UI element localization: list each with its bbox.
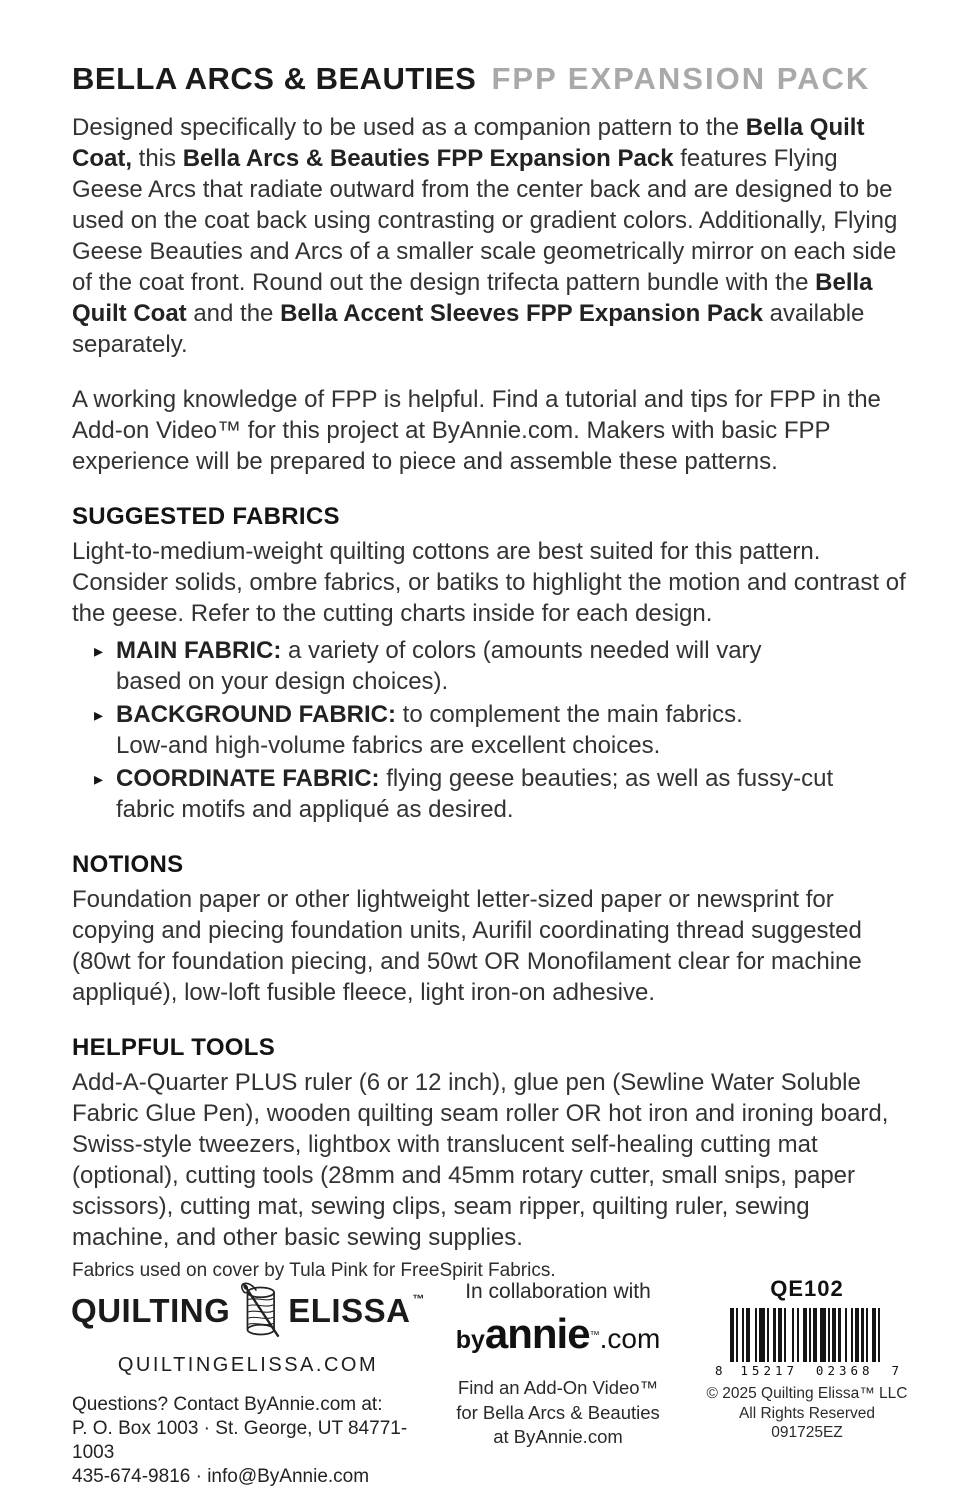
intro-segment-bold: Bella Arcs & Beauties FPP Expansion Pack bbox=[182, 145, 674, 172]
intro-segment: available separately. bbox=[72, 300, 865, 358]
bullet-label: BACKGROUND FABRIC: bbox=[116, 701, 396, 728]
barcode-digit-left: 8 bbox=[715, 1363, 723, 1378]
contact-line-3: 435-674-9816 · info@ByAnnie.com bbox=[72, 1466, 370, 1487]
barcode-digits bbox=[715, 1363, 899, 1378]
helpful-tools-heading: HELPFUL TOOLS bbox=[72, 1034, 276, 1061]
thread-spool-needle-icon bbox=[232, 1280, 286, 1342]
helpful-tools-body: Add-A-Quarter PLUS ruler (6 or 12 inch), glue pen (Sewline Water Soluble Fabric Glue Pen), wooden quilting seam roller OR hot iron and ironing board, Swiss-style tweezers, lightbox with translucent self-healing cutting mat (optional), cutting tools (28mm and 45mm rotary cutter, small snips, paper scissors), cutting mat, sewing clips, seam ripper, quilting ruler, sewing machine, and other basic sewing supplies. bbox=[72, 1069, 889, 1251]
contact-line-2: P. O. Box 1003 · St. George, UT 84771-1003 bbox=[72, 1418, 408, 1463]
intro-segment: this bbox=[132, 145, 183, 172]
barcode-digit-right: 7 bbox=[891, 1363, 899, 1378]
addon-video-line-3: at ByAnnie.com bbox=[493, 1426, 623, 1447]
notions-heading: NOTIONS bbox=[72, 851, 184, 878]
intro-paragraph bbox=[72, 112, 906, 360]
fabric-bullet-list bbox=[72, 635, 906, 825]
footer-quilting-elissa bbox=[72, 1280, 424, 1489]
quilting-elissa-website: QUILTINGELISSA.COM bbox=[117, 1354, 379, 1376]
intro-segment: features Flying Geese Arcs that radiate outward from the center back and are designed to be used on the coat back using contrasting or gradient colors. Additionally, Flying Geese Beauties and Arcs of a smaller scale geometrically mirror on each side of the coat front. Round out the design trifecta pattern bundle with the bbox=[72, 145, 898, 296]
fpp-knowledge-paragraph: A working knowledge of FPP is helpful. Find a tutorial and tips for FPP in the Add-on Video™ for this project at ByAnnie.com. Makers with basic FPP experience will be prepared to piece and assemble these patterns. bbox=[72, 386, 881, 475]
barcode-bars-icon bbox=[715, 1308, 899, 1362]
product-sku: QE102 bbox=[770, 1276, 844, 1301]
main-content bbox=[72, 60, 906, 1283]
triangle-bullet-icon: ▸ bbox=[94, 769, 104, 789]
intro-segment-bold: Bella Quilt Coat, bbox=[72, 114, 865, 172]
bullet-text-wrap: Low-and high-volume fabrics are excellent choices. bbox=[116, 732, 661, 759]
intro-segment-bold: Bella Accent Sleeves FPP Expansion Pack bbox=[280, 300, 763, 327]
addon-video-note bbox=[432, 1376, 684, 1450]
copyright-block bbox=[696, 1384, 918, 1443]
notions-body: Foundation paper or other lightweight letter-sized paper or newsprint for copying and piecing foundation units, Aurifil coordinating thread suggested (80wt for foundation piecing, and 50wt OR Monofilament clear for machine appliqué), low-loft fusible fleece, light iron-on adhesive. bbox=[72, 886, 862, 1006]
logo-word-quilting: QUILTING bbox=[71, 1292, 231, 1329]
page-title-subtitle: FPP EXPANSION PACK bbox=[491, 61, 871, 96]
bullet-background-fabric bbox=[72, 699, 906, 761]
byannie-logo-com: .com bbox=[599, 1323, 661, 1354]
bullet-label: COORDINATE FABRIC: bbox=[116, 765, 380, 792]
bullet-coordinate-fabric bbox=[72, 763, 906, 825]
barcode bbox=[715, 1308, 899, 1378]
byannie-logo bbox=[432, 1312, 684, 1366]
byannie-logo-annie: annie bbox=[484, 1310, 590, 1357]
triangle-bullet-icon: ▸ bbox=[94, 641, 104, 661]
bullet-text-wrap: fabric motifs and appliqué as desired. bbox=[116, 796, 514, 823]
contact-info bbox=[72, 1393, 424, 1489]
triangle-bullet-icon: ▸ bbox=[94, 705, 104, 725]
bullet-text: to complement the main fabrics. bbox=[395, 701, 743, 728]
intro-segment: and the bbox=[186, 300, 281, 327]
addon-video-line-1: Find an Add-On Video™ bbox=[457, 1377, 659, 1398]
copyright-line-2: All Rights Reserved bbox=[738, 1404, 876, 1422]
barcode-digit-group-1: 15217 bbox=[740, 1363, 799, 1378]
page-title-main: BELLA ARCS & BEAUTIES bbox=[72, 61, 477, 96]
footer-byannie-collab bbox=[432, 1280, 684, 1450]
page-title bbox=[72, 60, 906, 98]
cover-fabrics-note: Fabrics used on cover by Tula Pink for FreeSpirit Fabrics. bbox=[72, 1260, 556, 1281]
footer-barcode-block bbox=[696, 1276, 918, 1443]
logo-word-elissa: ELISSA bbox=[288, 1292, 411, 1329]
quilting-elissa-logo bbox=[72, 1280, 424, 1342]
bullet-label: MAIN FABRIC: bbox=[116, 637, 282, 664]
trademark-symbol: ™ bbox=[589, 1330, 600, 1341]
copyright-line-3: 091725EZ bbox=[771, 1424, 843, 1441]
trademark-symbol: ™ bbox=[412, 1292, 425, 1306]
barcode-digit-group-2: 02368 bbox=[815, 1363, 874, 1378]
suggested-fabrics-body: Light-to-medium-weight quilting cottons are best suited for this pattern. Consider solids, ombre fabrics, or batiks to highlight the motion and contrast of the geese. Refer to the cutting charts inside for each design. bbox=[72, 538, 906, 627]
bullet-text: flying geese beauties; as well as fussy-cut bbox=[379, 765, 834, 792]
addon-video-line-2: for Bella Arcs & Beauties bbox=[456, 1401, 660, 1423]
intro-segment-bold: Bella Quilt Coat bbox=[72, 269, 873, 327]
bullet-text-wrap: based on your design choices). bbox=[116, 668, 449, 695]
suggested-fabrics-heading: SUGGESTED FABRICS bbox=[72, 503, 340, 530]
intro-segment: Designed specifically to be used as a companion pattern to the bbox=[72, 114, 746, 141]
collaboration-text: In collaboration with bbox=[465, 1280, 651, 1303]
copyright-line-1: © 2025 Quilting Elissa™ LLC bbox=[706, 1385, 908, 1402]
contact-line-1: Questions? Contact ByAnnie.com at: bbox=[72, 1394, 383, 1415]
byannie-logo-by: by bbox=[455, 1326, 485, 1354]
bullet-main-fabric bbox=[72, 635, 906, 697]
bullet-text: a variety of colors (amounts needed will vary bbox=[281, 637, 762, 664]
